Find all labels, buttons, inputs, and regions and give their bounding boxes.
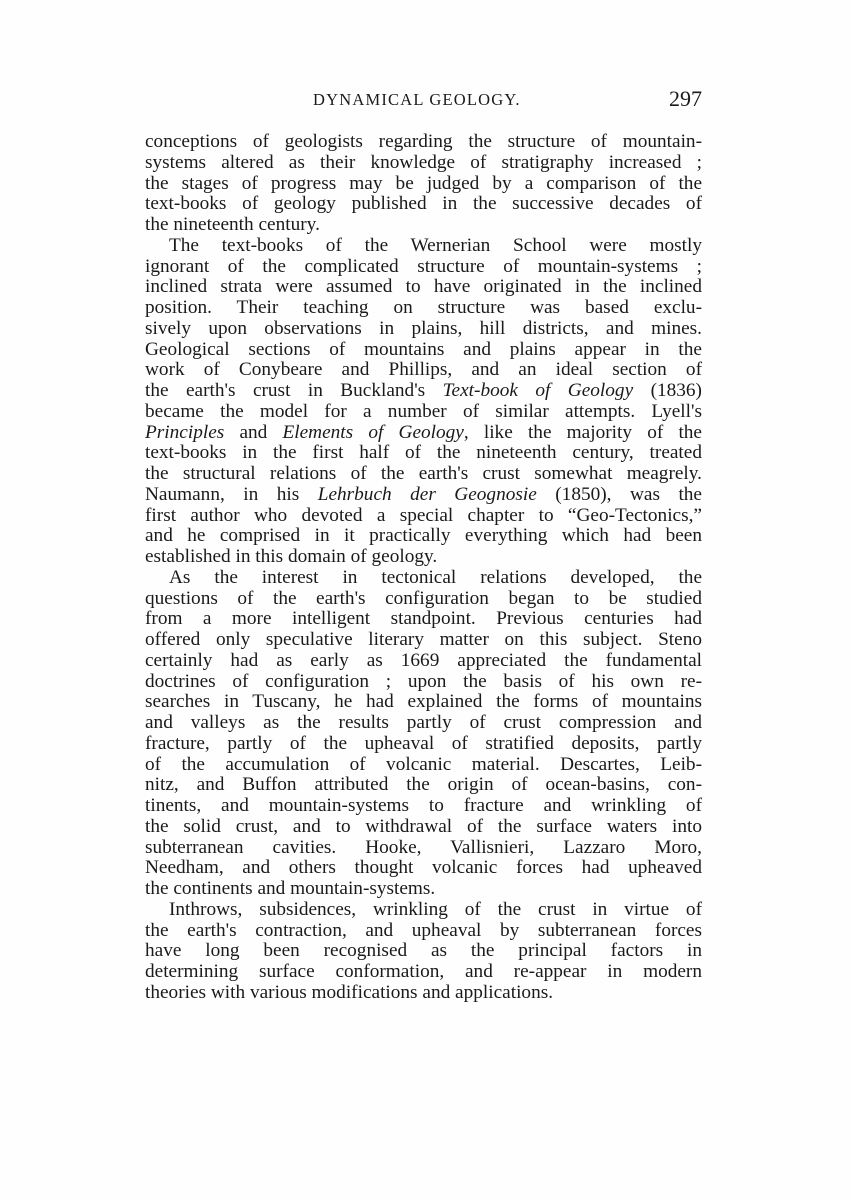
book-title-naumann: Lehrbuch der Geognosie — [317, 483, 537, 505]
paragraph-4 — [145, 900, 702, 1004]
text-line: the stages of progress may be judged by a comparison of the — [145, 172, 702, 194]
book-title-elements: Elements of Geology — [282, 421, 464, 443]
text-line: conceptions of geologists regarding the structure of mountain- — [145, 131, 702, 152]
text-line: fracture, partly of the upheaval of stratified deposits, partly — [145, 732, 702, 754]
text-line: position. Their teaching on structure was based exclu- — [145, 297, 702, 318]
text-line: from a more intelligent standpoint. Previous centuries had — [145, 608, 702, 630]
text-line: The text-books of the Wernerian School were mostly — [169, 234, 702, 256]
text-line: Needham, and others thought volcanic forces had upheaved — [145, 857, 702, 879]
text-line: tinents, and mountain-systems to fracture and wrinkling of — [145, 795, 702, 816]
text-line-with-title — [145, 485, 702, 506]
text-line: theories with various modifications and applications. — [145, 981, 554, 1003]
text-fragment: , like the majority of the — [463, 421, 702, 443]
text-line: and valleys as the results partly of crust compression and — [145, 712, 702, 733]
paragraph-1 — [145, 132, 702, 236]
text-line: offered only speculative literary matter on this subject. Steno — [145, 629, 702, 650]
text-line: As the interest in tectonical relations developed, the — [169, 566, 702, 588]
text-line: of the accumulation of volcanic material. Descartes, Leib- — [145, 753, 702, 775]
text-line: questions of the earth's configuration began to be studied — [145, 587, 702, 609]
page-number: 297 — [669, 86, 702, 111]
text-line-with-title — [145, 423, 702, 444]
text-line: inclined strata were assumed to have originated in the inclined — [145, 276, 702, 298]
text-fragment: the earth's crust in Buckland's — [145, 380, 443, 401]
text-line: the earth's contraction, and upheaval by subterranean forces — [145, 919, 702, 941]
body-text — [145, 132, 702, 1004]
running-title: DYNAMICAL GEOLOGY. — [313, 90, 521, 109]
text-line: subterranean cavities. Hooke, Vallisnieri, Lazzaro Moro, — [145, 836, 702, 858]
text-fragment: Naumann, in his — [145, 483, 318, 505]
text-line: work of Conybeare and Phillips, and an ideal section of — [145, 359, 702, 381]
text-line: searches in Tuscany, he had explained the forms of mountains — [145, 691, 702, 713]
paragraph-3 — [145, 568, 702, 900]
text-line: ignorant of the complicated structure of mountain-systems ; — [145, 255, 702, 277]
text-line: the solid crust, and to withdrawal of the surface waters into — [145, 815, 702, 837]
text-line: the structural relations of the earth's crust somewhat meagrely. — [145, 463, 702, 484]
text-line: determining surface conformation, and re-appear in modern — [145, 961, 702, 982]
text-line-with-title — [145, 381, 702, 402]
book-title-buckland: Text-book of Geology — [442, 380, 634, 401]
text-line: have long been recognised as the principal factors in — [145, 940, 702, 962]
text-fragment: (1836) — [633, 380, 702, 401]
text-line: became the model for a number of similar attempts. Lyell's — [145, 400, 702, 422]
text-fragment: (1850), was the — [536, 483, 702, 505]
text-line: systems altered as their knowledge of stratigraphy increased ; — [145, 151, 702, 173]
text-line: the continents and mountain-systems. — [145, 878, 436, 899]
paragraph-2 — [145, 236, 702, 568]
text-fragment: and — [224, 421, 283, 443]
text-line: established in this domain of geology. — [145, 546, 438, 567]
text-line: the nineteenth century. — [145, 214, 320, 235]
page-header — [145, 86, 702, 112]
text-line: certainly had as early as 1669 appreciated the fundamental — [145, 649, 702, 671]
text-line: doctrines of configuration ; upon the basis of his own re- — [145, 670, 702, 692]
text-line: text-books of geology published in the successive decades of — [145, 193, 702, 215]
text-line: text-books in the first half of the nineteenth century, treated — [145, 442, 702, 464]
text-line: sively upon observations in plains, hill districts, and mines. — [145, 317, 702, 339]
text-line: first author who devoted a special chapter to “Geo-Tectonics,” — [145, 504, 702, 526]
text-line: nitz, and Buffon attributed the origin of ocean-basins, con- — [145, 774, 702, 796]
text-line: Geological sections of mountains and plains appear in the — [145, 338, 702, 360]
text-line: Inthrows, subsidences, wrinkling of the crust in virtue of — [169, 898, 702, 920]
text-line: and he comprised in it practically everything which had been — [145, 525, 702, 547]
book-title-principles: Principles — [145, 421, 225, 443]
